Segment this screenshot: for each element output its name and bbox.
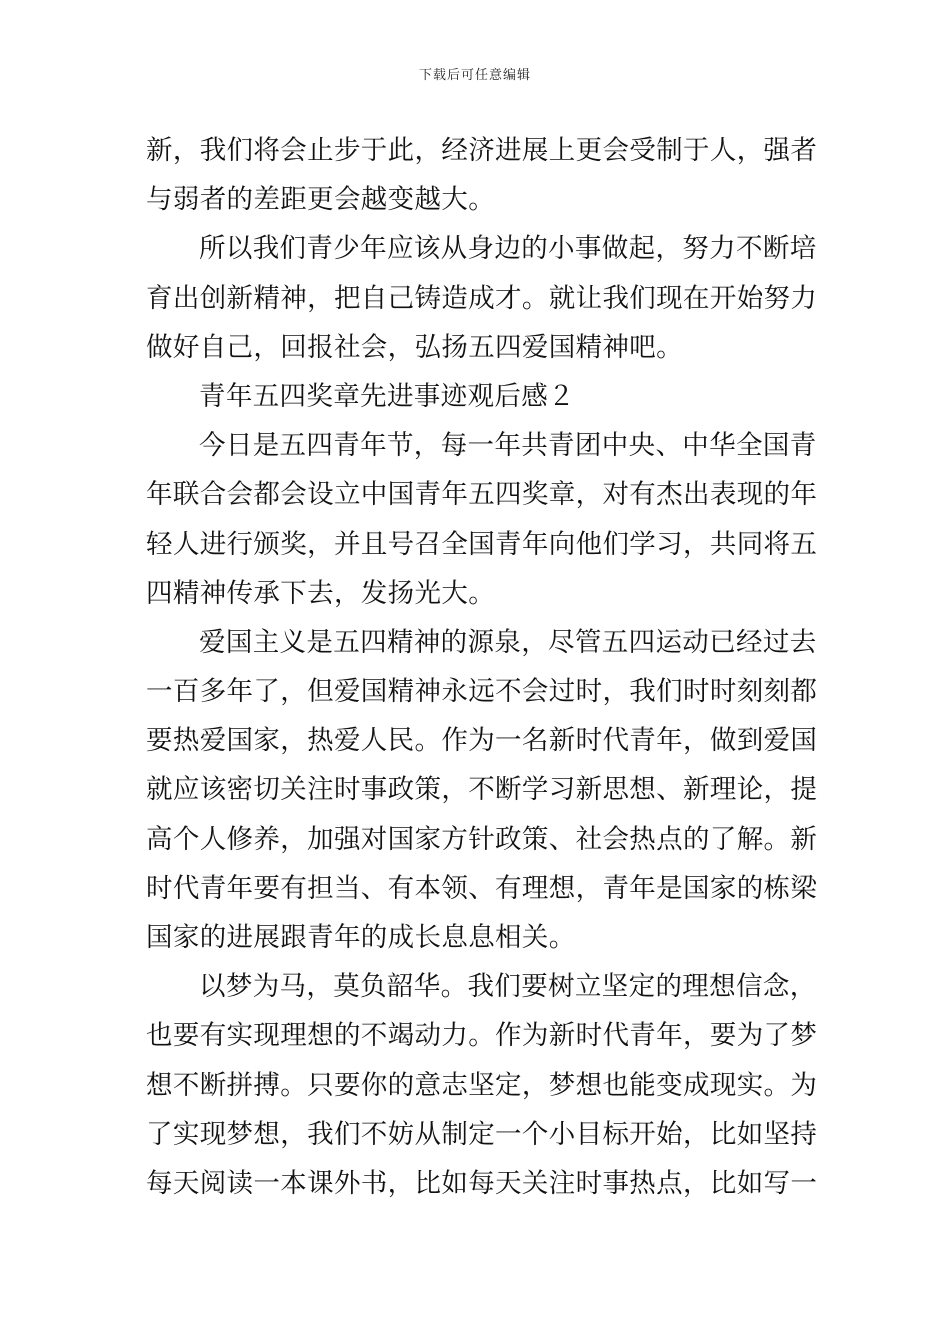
text-line: 就应该密切关注时事政策，不断学习新思想、新理论，提 [146,774,818,806]
text-line: 要热爱国家，热爱人民。作为一名新时代青年，做到爱国 [146,725,818,757]
text-line: 育出创新精神，把自己铸造成才。就让我们现在开始努力 [146,282,818,314]
text-line: 青年五四奖章先进事迹观后感２ [199,380,575,412]
text-line: 做好自己，回报社会，弘扬五四爱国精神吧。 [146,331,683,363]
text-line: 与弱者的差距更会越变越大。 [146,184,496,216]
body-text [146,126,816,1208]
text-line: 高个人修养，加强对国家方针政策、社会热点的了解。新 [146,823,818,855]
text-line: 轻人进行颁奖，并且号召全国青年向他们学习，共同将五 [146,528,818,560]
text-line: 了实现梦想，我们不妨从制定一个小目标开始，比如坚持 [146,1118,818,1150]
text-line: 年联合会都会设立中国青年五四奖章，对有杰出表现的年 [146,479,818,511]
text-line: 一百多年了，但爱国精神永远不会过时，我们时时刻刻都 [146,676,818,708]
text-line: 国家的进展跟青年的成长息息相关。 [146,922,576,953]
text-line: 以梦为马，莫负韶华。我们要树立坚定的理想信念， [199,971,817,1003]
text-line: 四精神传承下去，发扬光大。 [146,577,496,609]
text-line: 今日是五四青年节，每一年共青团中央、中华全国青 [199,430,817,462]
text-line: 也要有实现理想的不竭动力。作为新时代青年，要为了梦 [146,1020,818,1052]
page-header: 下载后可任意编辑 [418,68,531,83]
text-line: 新，我们将会止步于此，经济进展上更会受制于人，强者 [146,135,818,166]
text-line: 爱国主义是五四精神的源泉，尽管五四运动已经过去 [199,626,817,658]
text-line: 时代青年要有担当、有本领、有理想，青年是国家的栋梁 [146,872,818,904]
text-line: 想不断拼搏。只要你的意志坚定，梦想也能变成现实。为 [146,1069,818,1101]
text-line: 每天阅读一本课外书，比如每天关注时事热点，比如写一 [146,1167,818,1199]
text-line: 所以我们青少年应该从身边的小事做起，努力不断培 [199,233,817,265]
